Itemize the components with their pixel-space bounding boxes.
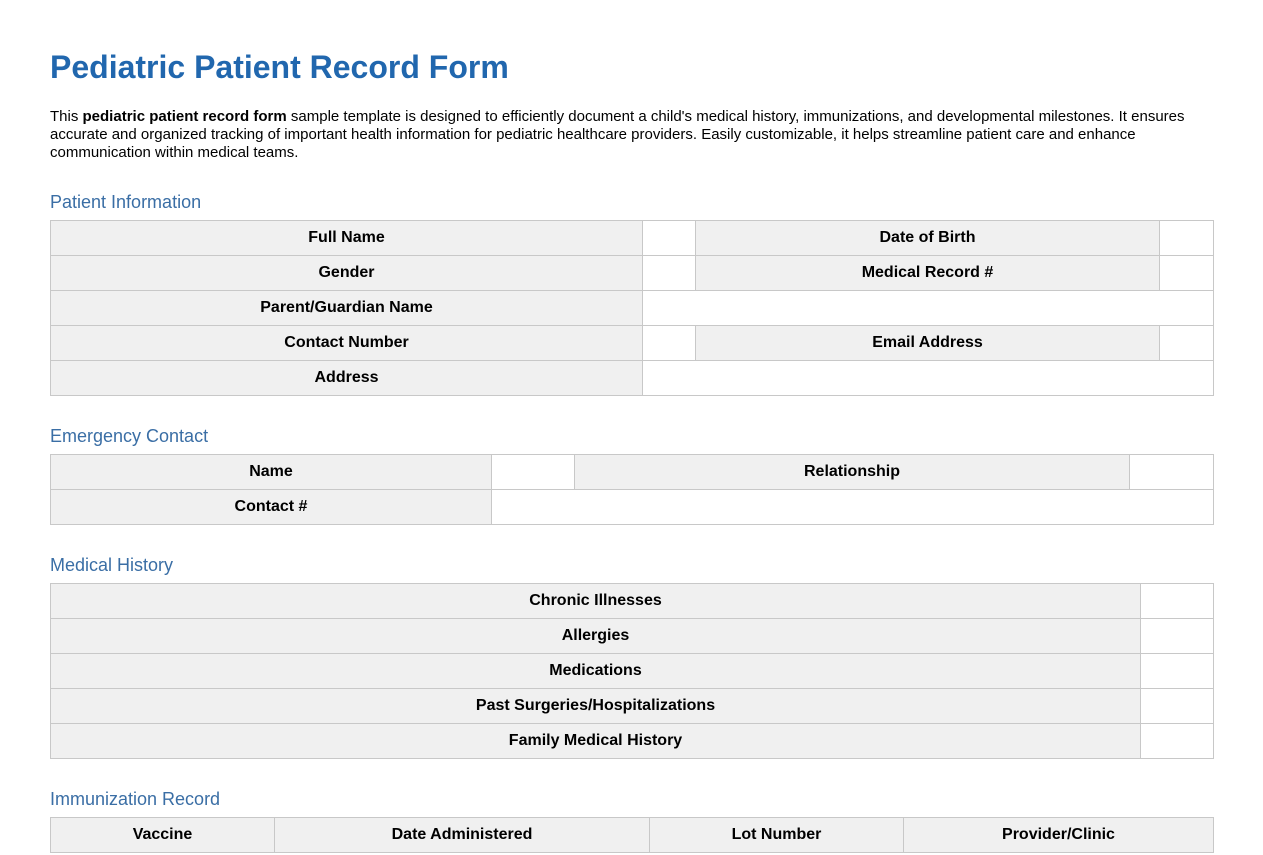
emergency-name-label: Name xyxy=(51,455,492,490)
email-address-field[interactable] xyxy=(1160,326,1214,361)
table-row xyxy=(51,619,1214,654)
intro-prefix: This xyxy=(50,108,83,125)
past-surgeries-label: Past Surgeries/Hospitalizations xyxy=(51,689,1141,724)
table-row xyxy=(51,256,1214,291)
medical-history-table xyxy=(50,583,1214,759)
family-history-field[interactable] xyxy=(1141,724,1214,759)
medical-record-field[interactable] xyxy=(1160,256,1214,291)
table-row xyxy=(51,361,1214,396)
table-row xyxy=(51,326,1214,361)
intro-bold: pediatric patient record form xyxy=(82,108,287,125)
guardian-name-field[interactable] xyxy=(643,291,1214,326)
column-header-date-administered: Date Administered xyxy=(275,818,650,853)
column-header-provider-clinic: Provider/Clinic xyxy=(904,818,1214,853)
date-of-birth-label: Date of Birth xyxy=(696,221,1160,256)
column-header-lot-number: Lot Number xyxy=(650,818,904,853)
guardian-name-label: Parent/Guardian Name xyxy=(51,291,643,326)
chronic-illnesses-field[interactable] xyxy=(1141,584,1214,619)
patient-info-table xyxy=(50,220,1214,396)
table-row xyxy=(51,291,1214,326)
table-row xyxy=(51,689,1214,724)
emergency-contact-field[interactable] xyxy=(492,490,1214,525)
medical-history-heading: Medical History xyxy=(50,555,174,575)
table-row xyxy=(51,724,1214,759)
emergency-contact-heading: Emergency Contact xyxy=(50,426,209,446)
relationship-field[interactable] xyxy=(1130,455,1214,490)
past-surgeries-field[interactable] xyxy=(1141,689,1214,724)
address-label: Address xyxy=(51,361,643,396)
immunization-heading: Immunization Record xyxy=(50,789,221,809)
table-row xyxy=(51,221,1214,256)
allergies-field[interactable] xyxy=(1141,619,1214,654)
table-row xyxy=(51,654,1214,689)
patient-info-heading: Patient Information xyxy=(50,192,202,212)
emergency-name-field[interactable] xyxy=(492,455,575,490)
family-history-label: Family Medical History xyxy=(51,724,1141,759)
intro-suffix: sample template is designed to efficiently document a child's medical history, immunizations, and developmental milestones. It ensures accurate and organized tracking of important health information for pediatric healthcare providers. Easily customizable, it helps streamline patient care and enhance communication within medical teams. xyxy=(50,108,1185,161)
address-field[interactable] xyxy=(643,361,1214,396)
allergies-label: Allergies xyxy=(51,619,1141,654)
column-header-vaccine: Vaccine xyxy=(51,818,275,853)
email-address-label: Email Address xyxy=(696,326,1160,361)
table-header-row xyxy=(51,818,1214,853)
intro-paragraph xyxy=(50,108,1213,162)
gender-label: Gender xyxy=(51,256,643,291)
chronic-illnesses-label: Chronic Illnesses xyxy=(51,584,1141,619)
full-name-label: Full Name xyxy=(51,221,643,256)
table-row xyxy=(51,584,1214,619)
immunization-table xyxy=(50,817,1214,853)
medical-record-label: Medical Record # xyxy=(696,256,1160,291)
full-name-field[interactable] xyxy=(643,221,696,256)
gender-field[interactable] xyxy=(643,256,696,291)
medications-field[interactable] xyxy=(1141,654,1214,689)
relationship-label: Relationship xyxy=(575,455,1130,490)
table-row xyxy=(51,455,1214,490)
emergency-contact-table xyxy=(50,454,1214,525)
emergency-contact-label: Contact # xyxy=(51,490,492,525)
contact-number-field[interactable] xyxy=(643,326,696,361)
page-title: Pediatric Patient Record Form xyxy=(50,49,509,85)
date-of-birth-field[interactable] xyxy=(1160,221,1214,256)
medications-label: Medications xyxy=(51,654,1141,689)
contact-number-label: Contact Number xyxy=(51,326,643,361)
table-row xyxy=(51,490,1214,525)
